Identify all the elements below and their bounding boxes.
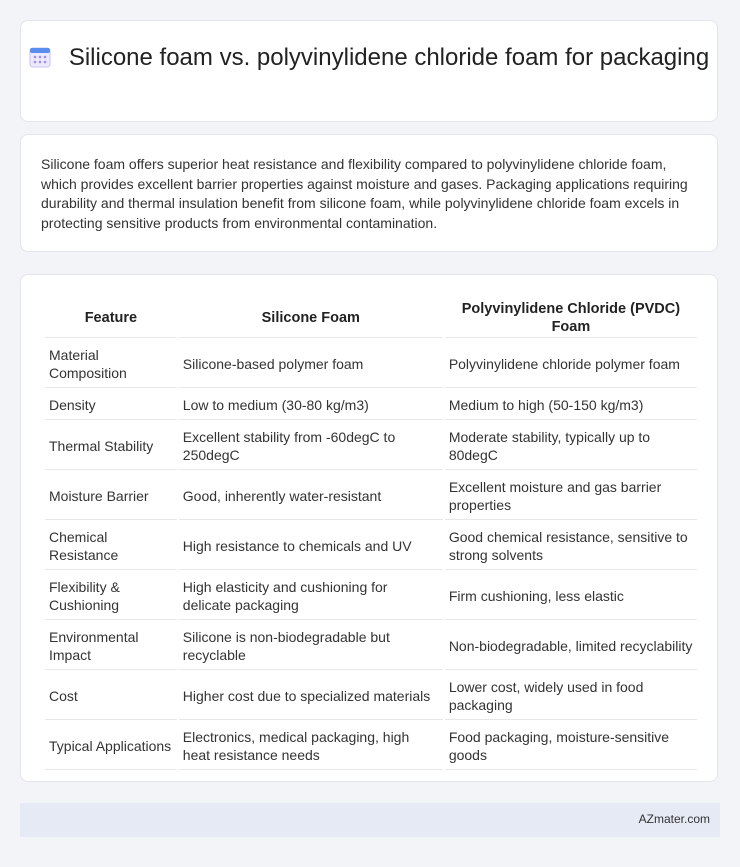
- table-cell: Moisture Barrier: [45, 472, 177, 520]
- table-row: [45, 622, 697, 670]
- column-header: Polyvinylidene Chloride (PVDC) Foam: [445, 299, 697, 338]
- intro-card: [20, 134, 718, 252]
- table-cell: Medium to high (50-150 kg/m3): [445, 390, 697, 420]
- table-header-row: [45, 299, 697, 338]
- table-cell: Higher cost due to specialized materials: [179, 672, 443, 720]
- table-cell: Excellent moisture and gas barrier properties: [445, 472, 697, 520]
- comparison-card: [20, 274, 718, 782]
- table-cell: Polyvinylidene chloride polymer foam: [445, 340, 697, 388]
- table-cell: High elasticity and cushioning for delicate packaging: [179, 572, 443, 620]
- table-cell: Good, inherently water-resistant: [179, 472, 443, 520]
- comparison-table: [43, 297, 699, 772]
- table-cell: Low to medium (30-80 kg/m3): [179, 390, 443, 420]
- table-cell: Cost: [45, 672, 177, 720]
- table-row: [45, 422, 697, 470]
- table-cell: Moderate stability, typically up to 80degC: [445, 422, 697, 470]
- table-cell: Silicone-based polymer foam: [179, 340, 443, 388]
- calendar-icon: [29, 46, 51, 76]
- table-row: [45, 390, 697, 420]
- table-cell: Chemical Resistance: [45, 522, 177, 570]
- footer-brand: AZmater.com: [638, 812, 710, 826]
- table-cell: Excellent stability from -60degC to 250degC: [179, 422, 443, 470]
- table-cell: Typical Applications: [45, 722, 177, 770]
- column-header: Silicone Foam: [179, 299, 443, 338]
- table-cell: Food packaging, moisture-sensitive goods: [445, 722, 697, 770]
- table-cell: Flexibility & Cushioning: [45, 572, 177, 620]
- table-row: [45, 472, 697, 520]
- table-row: [45, 722, 697, 770]
- table-cell: Lower cost, widely used in food packaging: [445, 672, 697, 720]
- table-cell: High resistance to chemicals and UV: [179, 522, 443, 570]
- table-cell: Firm cushioning, less elastic: [445, 572, 697, 620]
- table-cell: Environmental Impact: [45, 622, 177, 670]
- table-row: [45, 522, 697, 570]
- table-cell: Material Composition: [45, 340, 177, 388]
- table-cell: Silicone is non-biodegradable but recyclable: [179, 622, 443, 670]
- page-title-text: Silicone foam vs. polyvinylidene chloride foam for packaging: [68, 44, 710, 71]
- column-header: Feature: [45, 299, 177, 338]
- intro-paragraph: Silicone foam offers superior heat resistance and flexibility compared to polyvinylidene chloride foam, which provides excellent barrier properties against moisture and gases. Packaging applications requiring durability and thermal insulation benefit from silicone foam, while polyvinylidene chloride foam excels in protecting sensitive products from environmental contamination.: [41, 156, 688, 231]
- page-title: [21, 43, 717, 76]
- table-cell: Thermal Stability: [45, 422, 177, 470]
- table-cell: Non-biodegradable, limited recyclability: [445, 622, 697, 670]
- table-cell: Electronics, medical packaging, high heat resistance needs: [179, 722, 443, 770]
- footer-bar: [20, 803, 720, 837]
- table-cell: Good chemical resistance, sensitive to strong solvents: [445, 522, 697, 570]
- table-row: [45, 672, 697, 720]
- table-cell: Density: [45, 390, 177, 420]
- table-row: [45, 572, 697, 620]
- table-row: [45, 340, 697, 388]
- title-card: [20, 20, 718, 122]
